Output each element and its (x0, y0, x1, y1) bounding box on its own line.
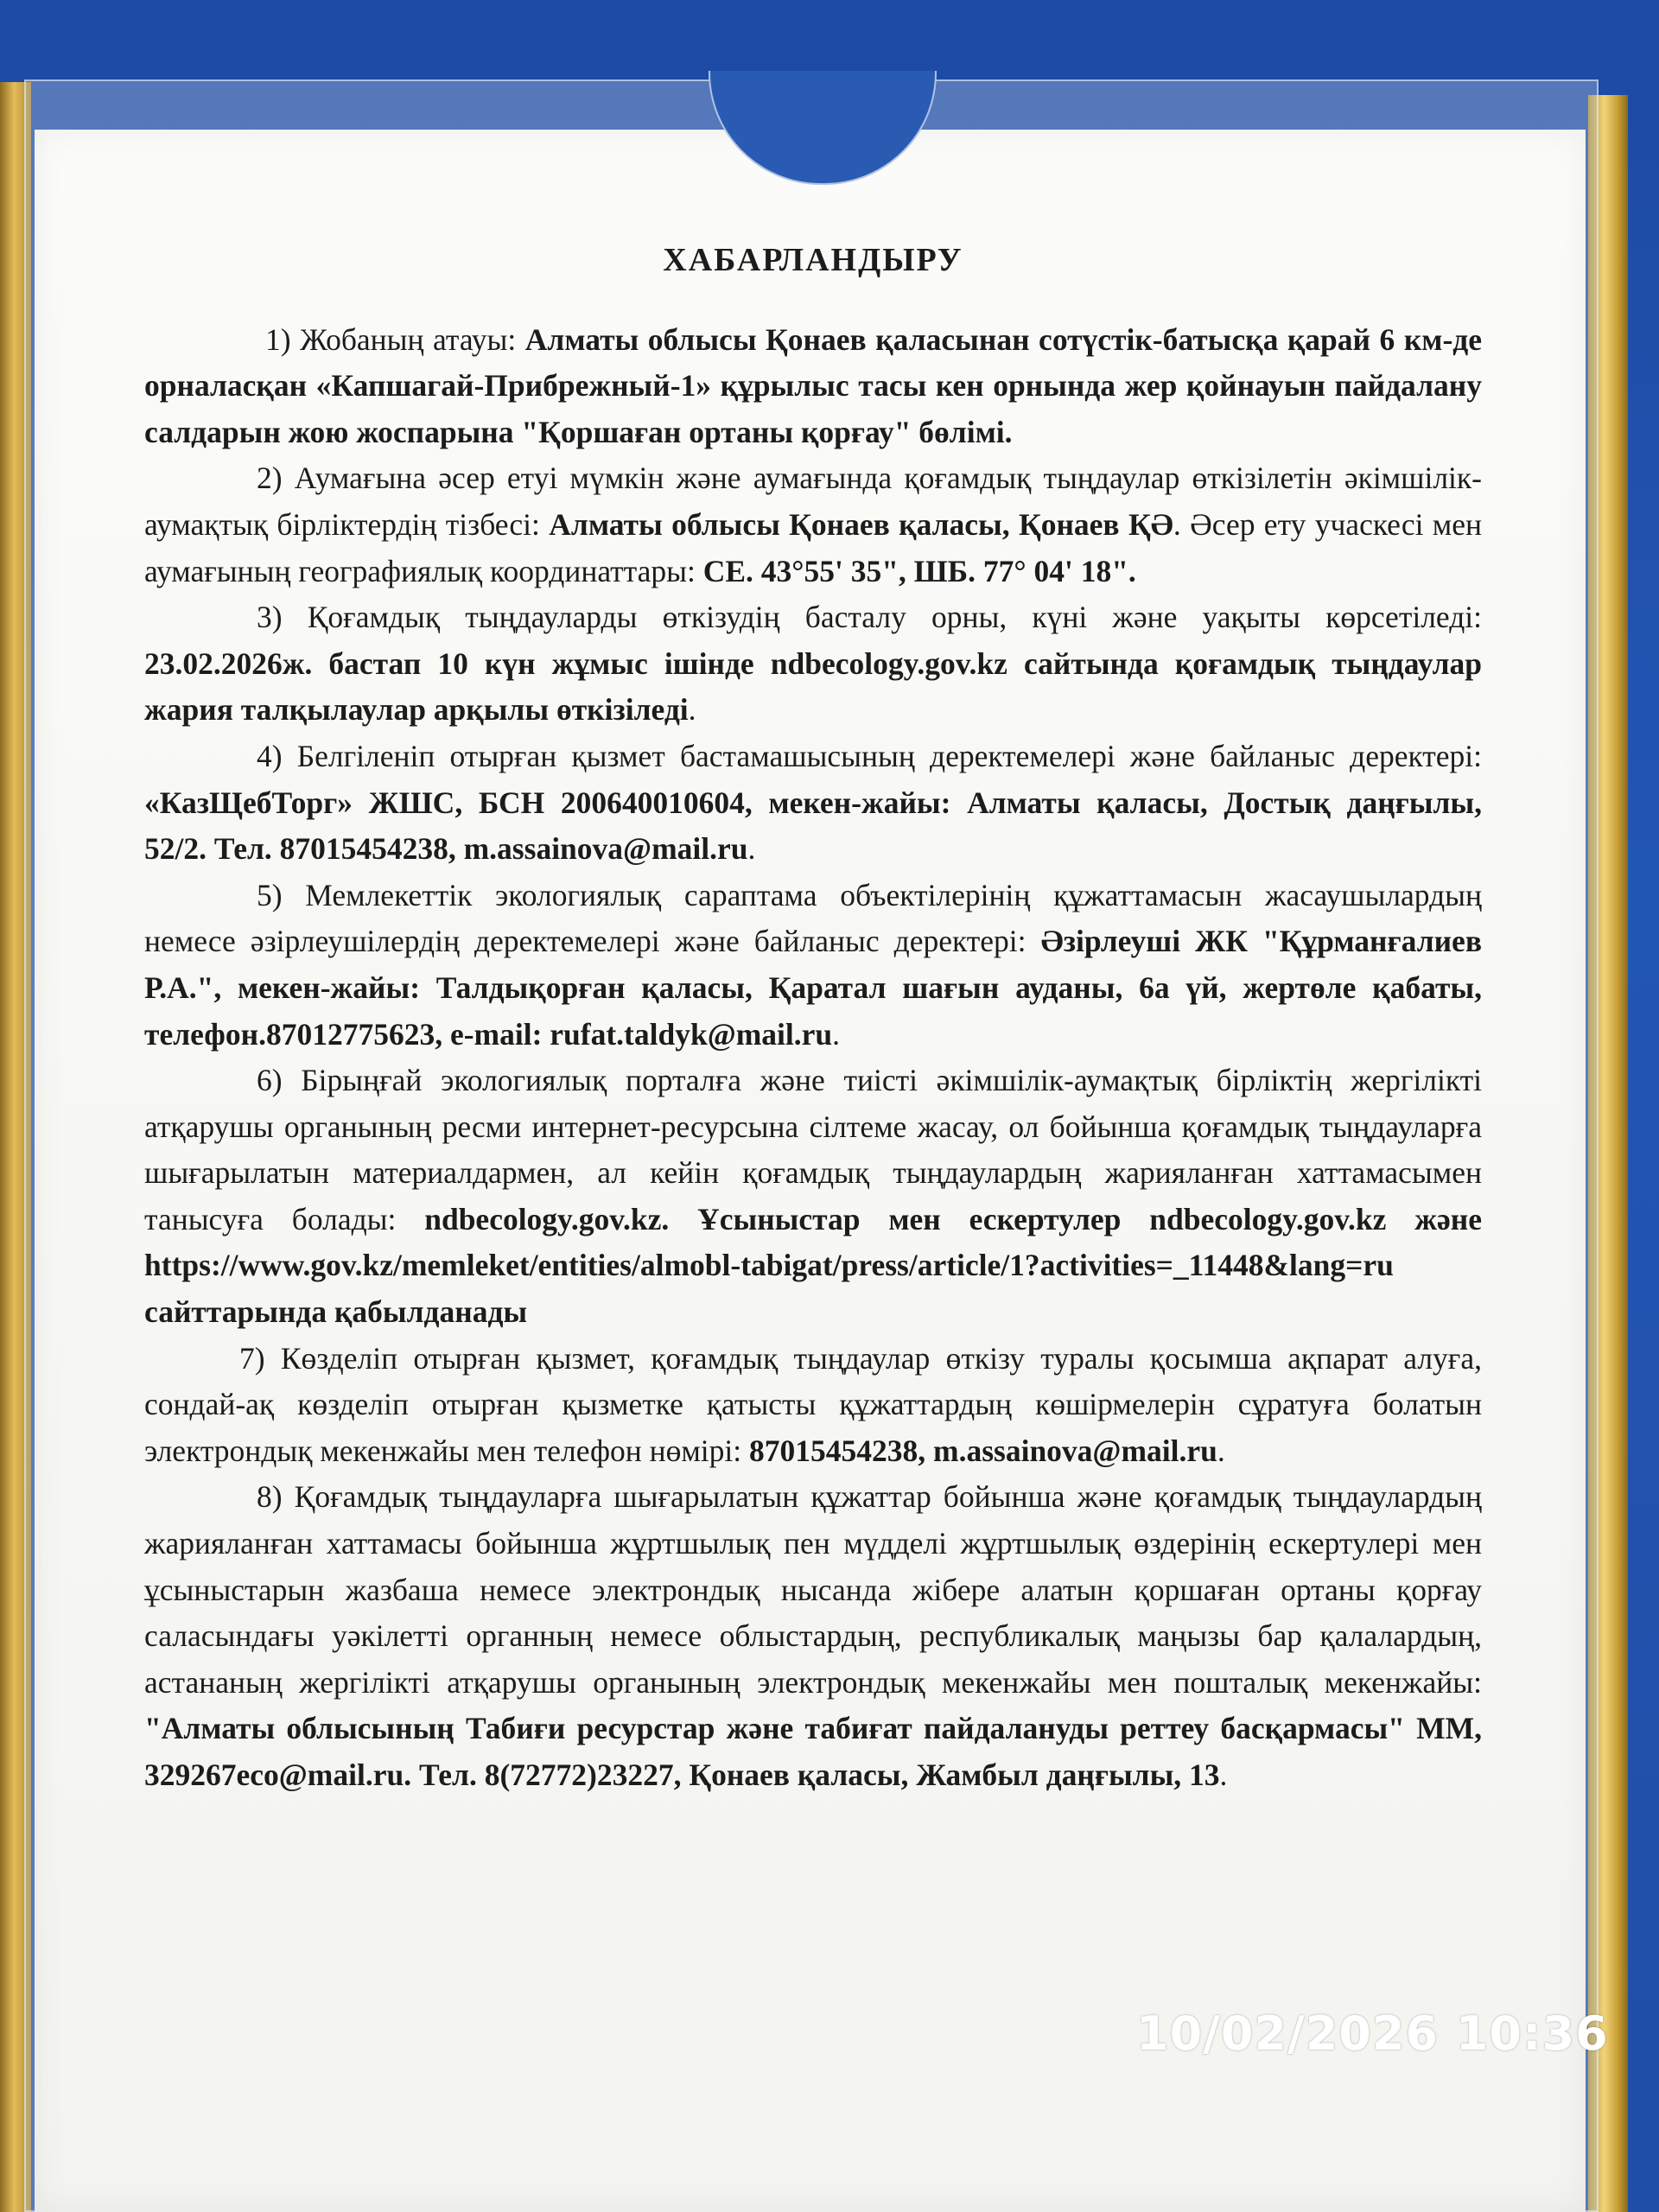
item-8-bold: "Алматы облысының Табиғи ресурстар және табиғат пайдалануды реттеу басқармасы" ММ, 329267eco@mail.ru. Тел. 8(72772)23227, Қонаев қаласы, Жамбыл даңғылы, 13 (144, 1711, 1482, 1792)
item-7 (144, 1336, 1482, 1475)
item-8-intro: 8) Қоғамдық тыңдауларға шығарылатын құжаттар бойынша және қоғамдық тыңдаулардың жарияланған хаттамасы бойынша жұртшылық пен мүдделі жұртшылық өздерінің ескертулері мен ұсыныстарын жазбаша немесе электрондық нысанда жібере алатын қоршаған ортаны қорғау саласындағы уәкілетті органның немесе облыстардың, республикалық маңызы бар қалалардың, астананың жергілікті атқарушы органының электрондық мекенжайы мен пошталық мекенжайы: (144, 1479, 1482, 1700)
item-1 (144, 317, 1482, 456)
item-1-bold: Алматы облысы Қонаев қаласынан сотүстік-батысқа қарай 6 км-де орналасқан «Капшагай-Прибрежный-1» құрылыс тасы кен орнында жер қойнауын пайдалану салдарын жою жоспарына "Қоршаған ортаны қорғау" бөлімі. (144, 321, 1482, 449)
item-3 (144, 594, 1482, 734)
item-5-intro: 5) Мемлекеттік экологиялық сараптама объектілерінің құжаттамасын жасаушылардың немесе әзірлеушілердің деректемелері және байланыс деректері: (144, 877, 1482, 959)
item-7-bold: 87015454238, m.assainova@mail.ru (749, 1433, 1217, 1468)
item-5 (144, 873, 1482, 1058)
item-3-bold: 23.02.2026ж. бастап 10 күн жұмыс ішінде ndbecology.gov.kz сайтында қоғамдық тыңдаулар жария талқылаулар арқылы өткізіледі (144, 645, 1482, 728)
item-7-tail: . (1217, 1433, 1225, 1468)
item-6-bold: ndbecology.gov.kz. Ұсыныстар мен ескертулер ndbecology.gov.kz және https://www.gov.kz/memleket/entities/almobl-tabigat/press/article/1?activities=_11448&lang=ru сайттарында қабылданады (144, 1201, 1482, 1330)
item-2 (144, 455, 1482, 594)
item-2-bold: Алматы облысы Қонаев қаласы, Қонаев ҚӘ (549, 506, 1173, 542)
item-8 (144, 1474, 1482, 1798)
photo-timestamp: 10/02/2026 10:36 (1136, 2006, 1609, 2061)
notice-content (144, 238, 1482, 1799)
item-4 (144, 734, 1482, 873)
item-3-tail: . (688, 692, 696, 728)
item-7-intro: 7) Көзделіп отырған қызмет, қоғамдық тыңдаулар өткізу туралы қосымша ақпарат алуға, сондай-ақ көзделіп отырған қызметке қатысты құжаттардың көшірмелерін сұратуға болатын электрондық мекенжайы мен телефон нөмірі: (144, 1340, 1482, 1468)
item-4-bold: «КазЩебТорг» ЖШС, БСН 200640010604, мекен-жайы: Алматы қаласы, Достық даңғылы, 52/2. Тел. 87015454238, m.assainova@mail.ru (144, 785, 1482, 867)
item-4-tail: . (747, 831, 756, 867)
item-1-intro: 1) Жобаның атауы: (265, 321, 525, 357)
item-6-intro: 6) Бірыңғай экологиялық порталға және тиісті әкімшілік-аумақтық бірліктің жергілікті атқарушы органының ресми интернет-ресурсына сілтеме жасау, ол бойынша қоғамдық тыңдауларға шығарылатын материалдармен, ал кейін қоғамдық тыңдаулардың жарияланған хаттамасымен танысуға болады: (144, 1063, 1482, 1236)
item-3-intro: 3) Қоғамдық тыңдауларды өткізудің басталу орны, күні және уақыты көрсетіледі: (257, 600, 1482, 635)
notice-title: ХАБАРЛАНДЫРУ (663, 242, 963, 278)
item-2-coordinates: СЕ. 43°55' 35", ШБ. 77° 04' 18". (702, 553, 1136, 588)
item-8-tail: . (1219, 1758, 1228, 1792)
item-6 (144, 1058, 1482, 1336)
item-4-intro: 4) Белгіленіп отырған қызмет бастамашысының деректемелері және байланыс деректері: (257, 738, 1482, 773)
item-5-tail: . (832, 1016, 841, 1052)
item-2-mid: . Әсер ету учаскесі мен аумағының географиялық координаттары: (144, 506, 1483, 588)
item-5-bold: Әзірлеуші ЖК "Құрманғалиев Р.А.", мекен-жайы: Талдықорған қаласы, Қаратал шағын ауданы, 6а үй, жертөле қабаты, телефон.87012775623, e-mail: rufat.taldyk@mail.ru (144, 924, 1482, 1052)
item-2-intro: 2) Аумағына әсер етуі мүмкін және аумағында қоғамдық тыңдаулар өткізілетін әкімшілік-аумақтық бірліктердің тізбесі: (144, 461, 1482, 542)
